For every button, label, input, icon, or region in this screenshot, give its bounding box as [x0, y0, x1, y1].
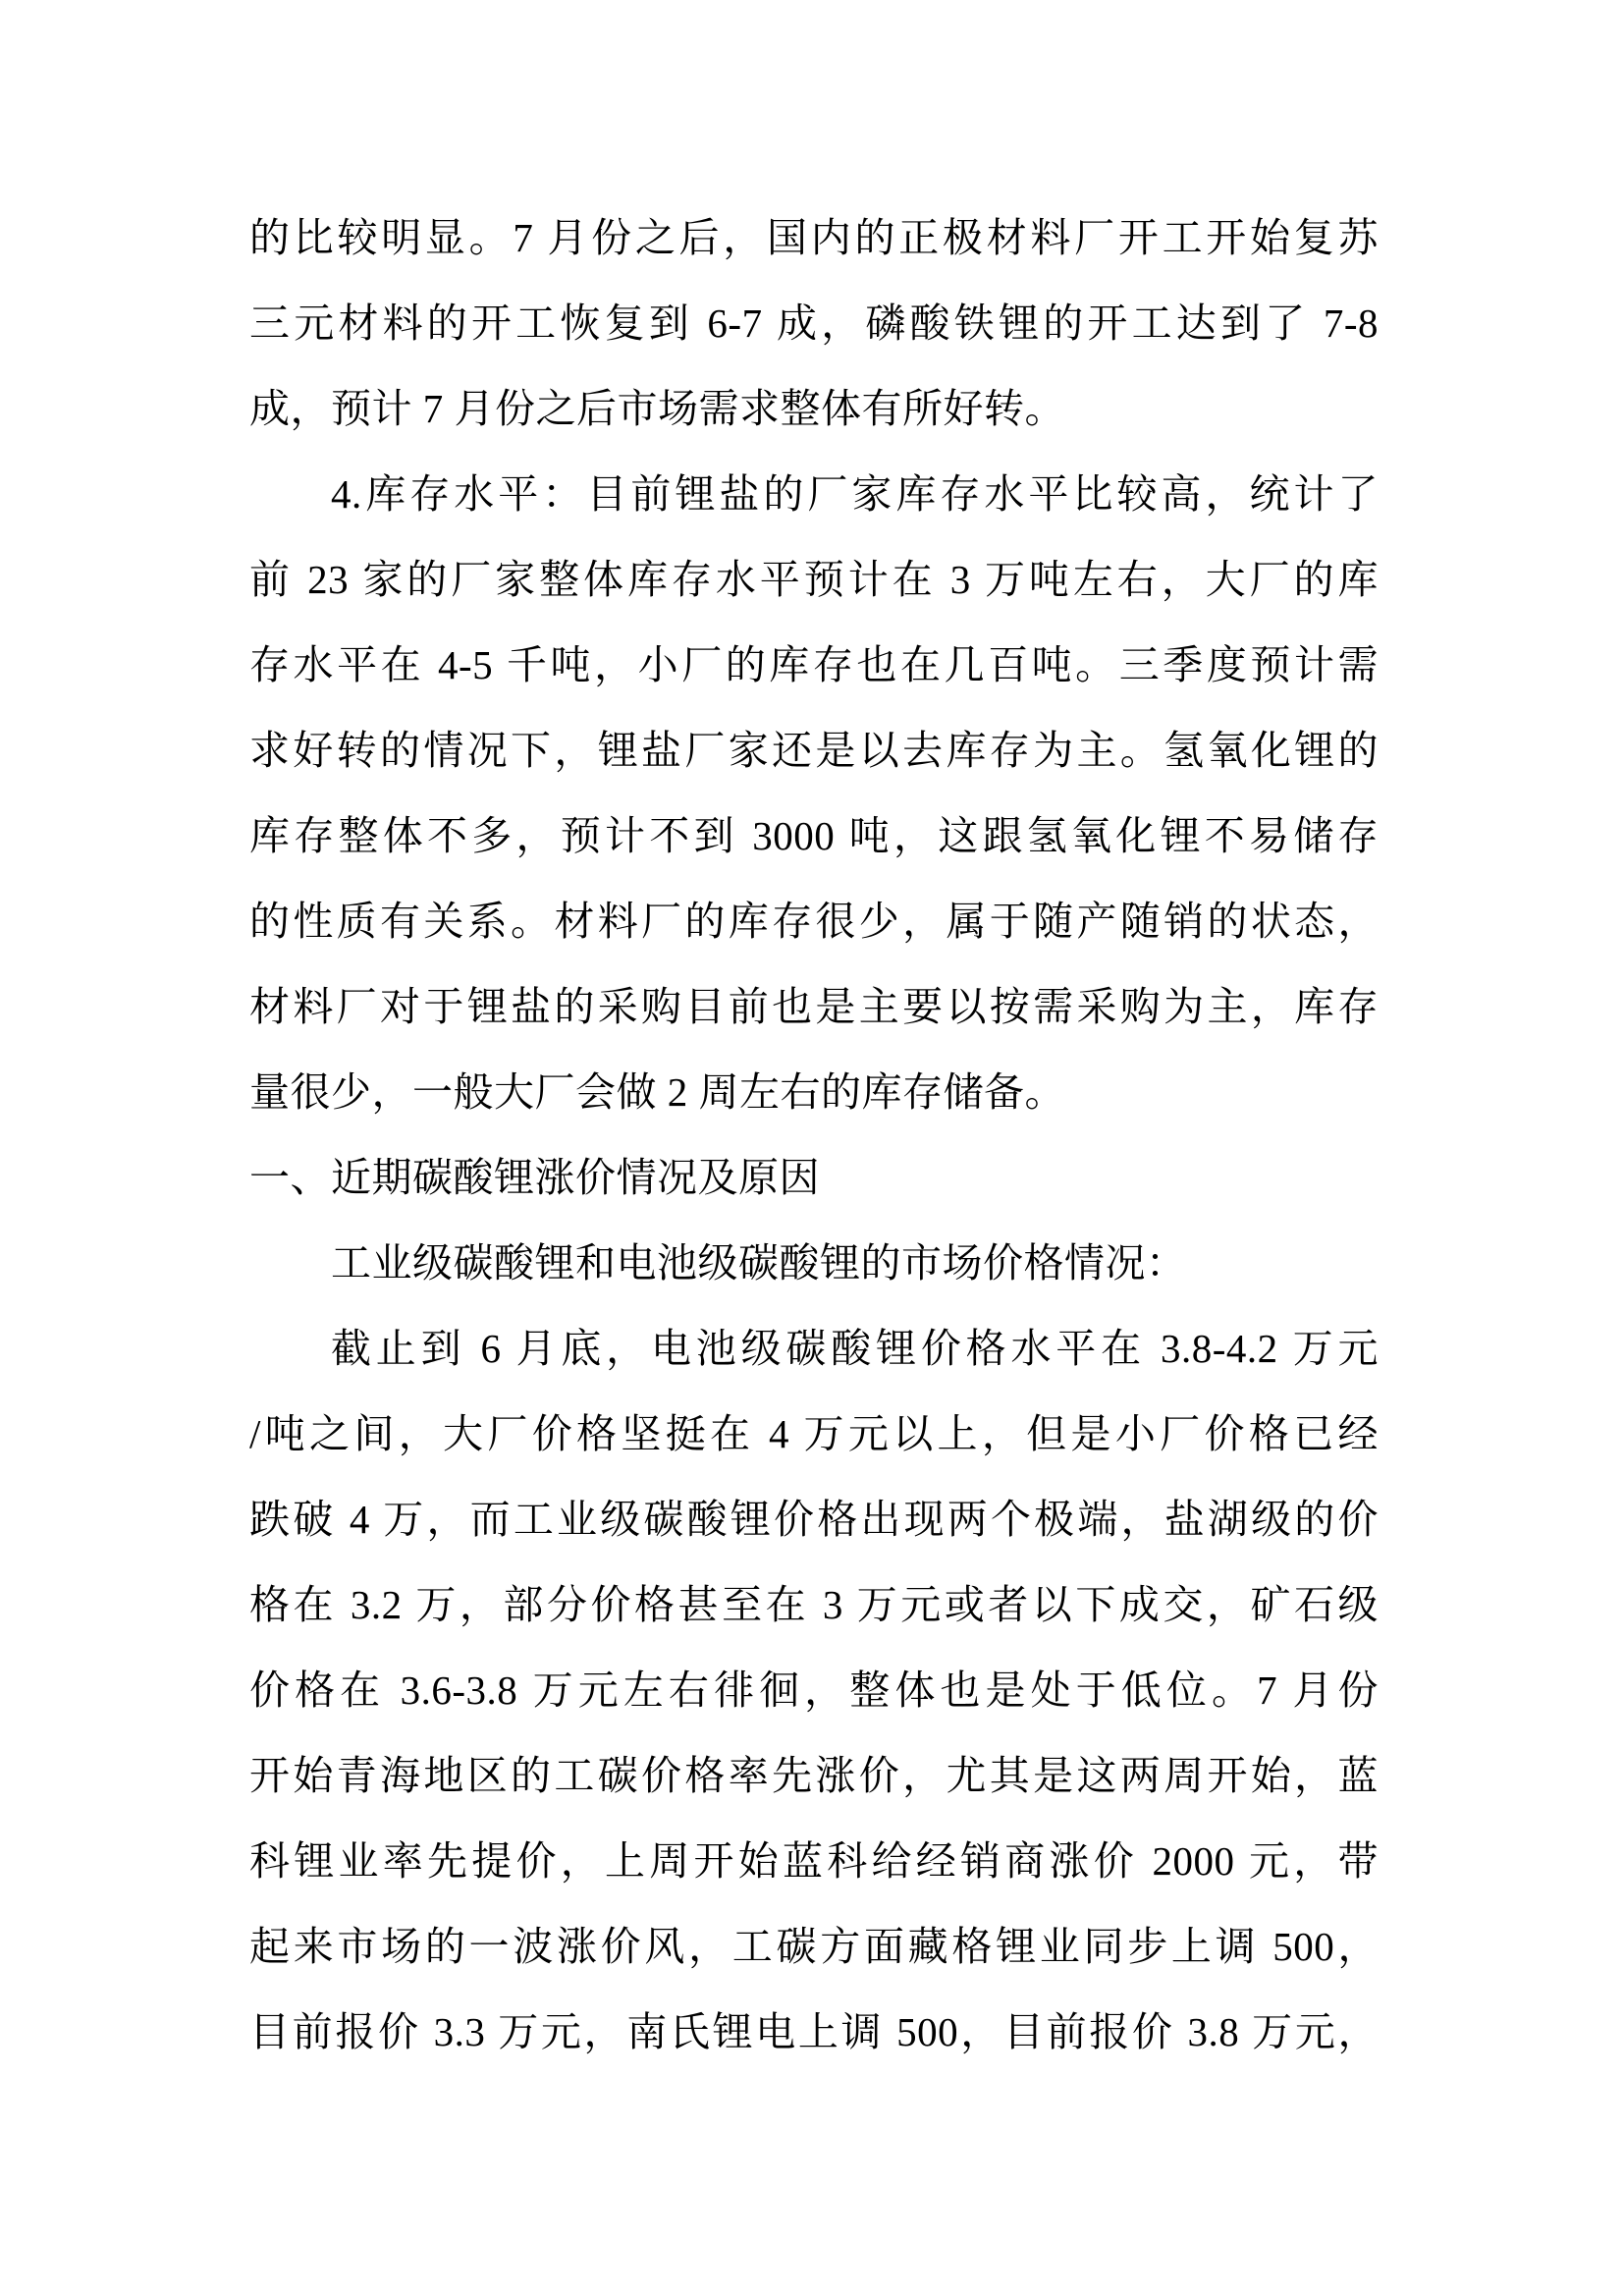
text-line: 存水平在 4-5 千吨，小厂的库存也在几百吨。三季度预计需	[249, 642, 1379, 687]
text-line: 科锂业率先提价，上周开始蓝科给经销商涨价 2000 元，带	[249, 1838, 1379, 1884]
text-line: 成，预计 7 月份之后市场需求整体有所好转。	[249, 386, 1065, 431]
paragraph	[249, 1221, 1379, 1306]
text-line: /吨之间，大厂价格坚挺在 4 万元以上，但是小厂价格已经	[249, 1411, 1379, 1456]
text-line: 格在 3.2 万，部分价格甚至在 3 万元或者以下成交，矿石级	[249, 1582, 1379, 1627]
paragraph	[249, 1306, 1379, 2075]
text-line: 跌破 4 万，而工业级碳酸锂价格出现两个极端，盐湖级的价	[249, 1497, 1379, 1542]
text-line: 材料厂对于锂盐的采购目前也是主要以按需采购为主，库存	[249, 984, 1379, 1029]
paragraph	[249, 452, 1379, 1135]
text-line: 前 23 家的厂家整体库存水平预计在 3 万吨左右，大厂的库	[249, 557, 1379, 602]
document-text-block	[249, 195, 1379, 2075]
text-line: 开始青海地区的工碳价格率先涨价，尤其是这两周开始，蓝	[249, 1753, 1379, 1798]
text-line: 量很少，一般大厂会做 2 周左右的库存储备。	[249, 1069, 1065, 1115]
text-line: 起来市场的一波涨价风，工碳方面藏格锂业同步上调 500，	[249, 1924, 1379, 1969]
text-line: 库存整体不多，预计不到 3000 吨，这跟氢氧化锂不易储存	[249, 813, 1379, 858]
text-line: 目前报价 3.3 万元，南氏锂电上调 500，目前报价 3.8 万元，	[249, 2009, 1379, 2054]
paragraph	[249, 1135, 1379, 1221]
text-line: 求好转的情况下，锂盐厂家还是以去库存为主。氢氧化锂的	[249, 728, 1379, 773]
text-line: 一、近期碳酸锂涨价情况及原因	[249, 1155, 820, 1200]
text-line: 的性质有关系。材料厂的库存很少，属于随产随销的状态，	[249, 899, 1379, 944]
text-line: 的比较明显。7 月份之后，国内的正极材料厂开工开始复苏	[249, 215, 1379, 260]
text-line: 价格在 3.6-3.8 万元左右徘徊，整体也是处于低位。7 月份	[249, 1667, 1379, 1713]
text-line: 截止到 6 月底，电池级碳酸锂价格水平在 3.8-4.2 万元	[331, 1326, 1379, 1371]
text-line: 工业级碳酸锂和电池级碳酸锂的市场价格情况：	[331, 1240, 1187, 1285]
text-line: 4.库存水平：目前锂盐的厂家库存水平比较高，统计了	[331, 471, 1379, 517]
text-line: 三元材料的开工恢复到 6-7 成，磷酸铁锂的开工达到了 7-8	[249, 301, 1379, 346]
paragraph	[249, 195, 1379, 452]
